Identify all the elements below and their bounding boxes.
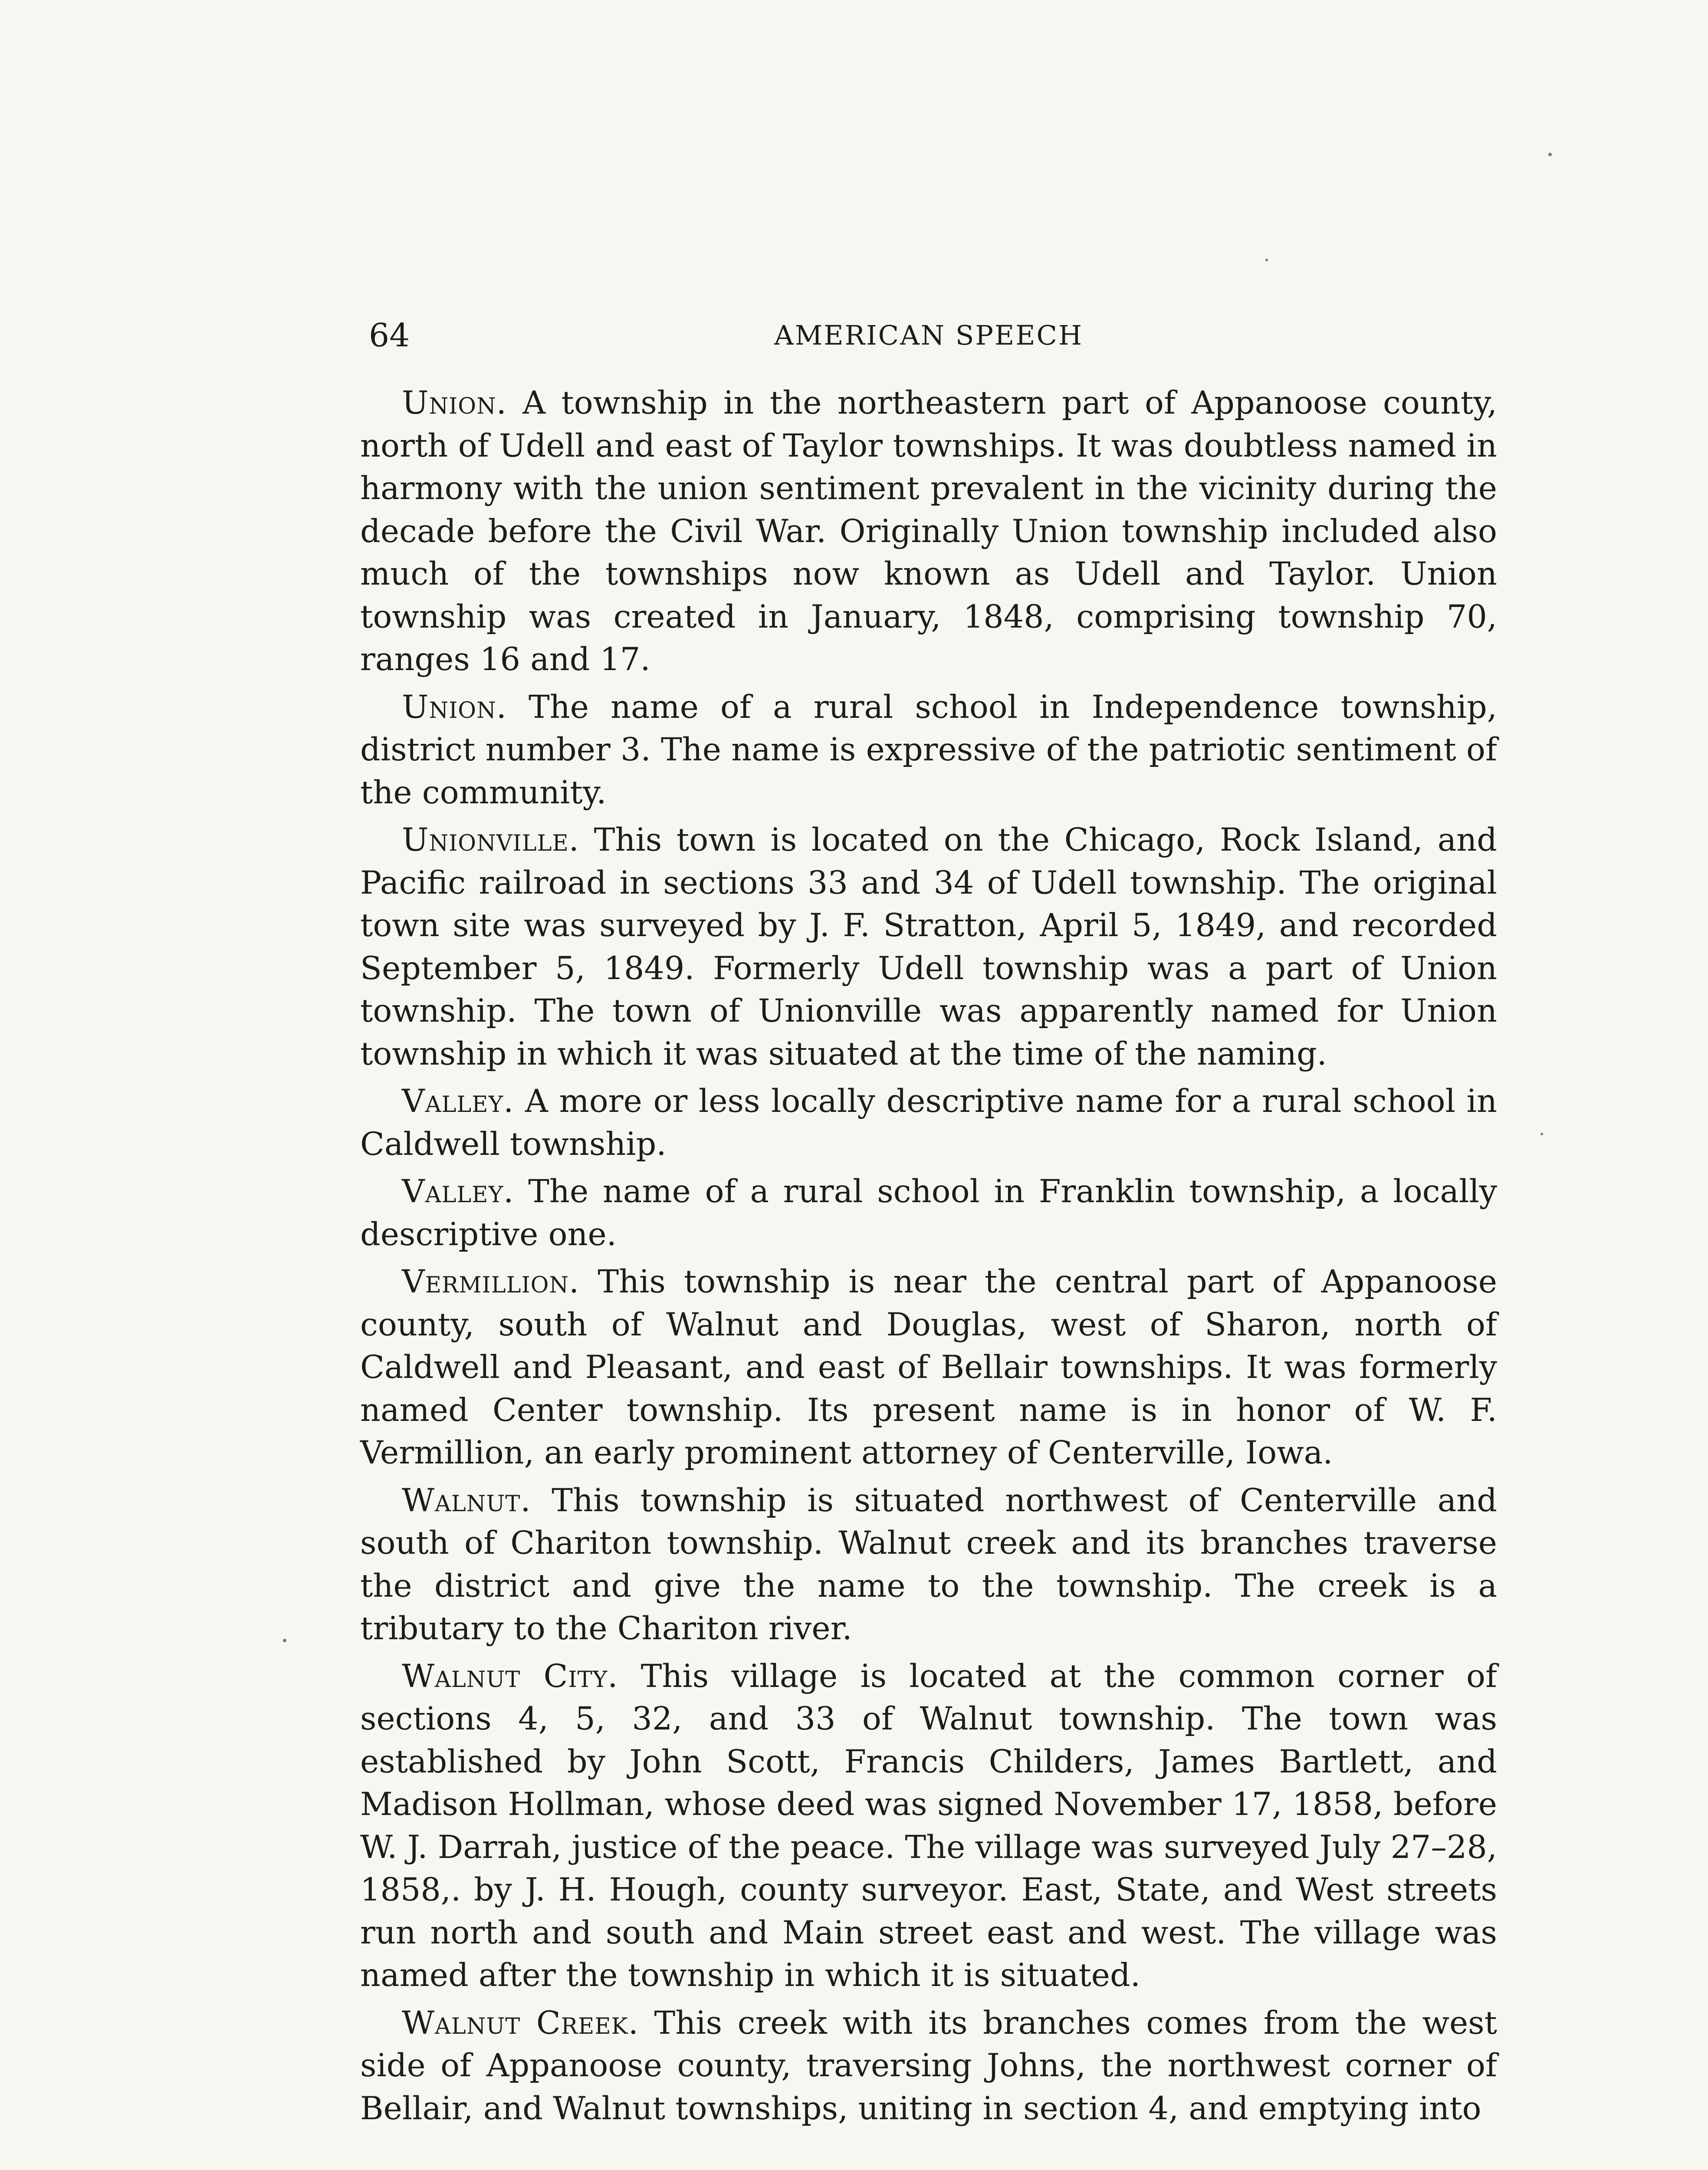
page-header <box>360 312 1497 359</box>
paper-speck <box>1265 259 1268 261</box>
paper-speck <box>1548 153 1552 156</box>
entry-vermillion <box>360 1261 1497 1475</box>
headword: Vermillion. <box>402 1263 580 1300</box>
headword: Walnut. <box>402 1482 531 1519</box>
entry-walnut-creek <box>360 2002 1497 2131</box>
page-number: 64 <box>369 317 410 354</box>
paper-speck <box>1540 1133 1543 1135</box>
entry-text: A more or less locally descriptive name for a rural school in Caldwell township. <box>360 1083 1497 1163</box>
entry-text: This town is located on the Chicago, Rock Island, and Pacific railroad in sections 33 and 34 of Udell township. The original town site was surveyed by J. F. Stratton, April 5, 1849, and recorded September 5, 1849. Formerly Udell township was a part of Union township. The town of Unionville was apparently named for Union township in which it was situated at the time of the naming. <box>360 822 1497 1072</box>
headword: Union. <box>402 385 507 421</box>
text-body <box>360 382 1497 2135</box>
entry-union-township <box>360 382 1497 681</box>
headword: Valley. <box>402 1083 514 1120</box>
headword: Union. <box>402 688 507 726</box>
entry-text: This township is situated northwest of Centerville and south of Chariton township. Walnut creek and its branches traverse the district and give the name to the township. The creek is a tributary to the Chariton river. <box>360 1482 1497 1647</box>
entry-walnut-city <box>360 1655 1497 1997</box>
entry-text: This creek with its branches comes from the west side of Appanoose county, traversing Johns, the northwest corner of Bellair, and Walnut townships, uniting in section 4, and emptying into <box>360 2004 1497 2127</box>
entry-text: This township is near the central part of Appanoose county, south of Walnut and Douglas, west of Sharon, north of Caldwell and Pleasant, and east of Bellair townships. It was formerly named Center township. Its present name is in honor of W. F. Vermillion, an early prominent attorney of Centerville, Iowa. <box>360 1263 1497 1471</box>
paper-speck <box>283 1639 286 1642</box>
entry-valley-franklin <box>360 1170 1497 1256</box>
entry-text: This village is located at the common corner of sections 4, 5, 32, and 33 of Walnut township. The town was established by John Scott, Francis Childers, James Bartlett, and Madison Hollman, whose deed was signed November 17, 1858, before W. J. Darrah, justice of the peace. The village was surveyed July 27–28, 1858,. by J. H. Hough, county surveyor. East, State, and West streets run north and south and Main street east and west. The village was named after the township in which it is situated. <box>360 1657 1497 1994</box>
headword: Walnut City. <box>402 1657 618 1695</box>
entry-walnut <box>360 1480 1497 1651</box>
entry-text: The name of a rural school in Franklin township, a locally descriptive one. <box>360 1173 1497 1253</box>
entry-text: The name of a rural school in Independence township, district number 3. The name is expressive of the patriotic sentiment of the community. <box>360 688 1497 811</box>
headword: Valley. <box>402 1173 514 1210</box>
entry-valley-caldwell <box>360 1080 1497 1166</box>
entry-unionville <box>360 819 1497 1075</box>
entry-text: A township in the northeastern part of Appanoose county, north of Udell and east of Taylor townships. It was doubtless named in harmony with the union sentiment prevalent in the vicinity during the decade before the Civil War. Originally Union township included also much of the townships now known as Udell and Taylor. Union township was created in January, 1848, comprising township 70, ranges 16 and 17. <box>360 385 1497 678</box>
headword: Unionville. <box>402 822 579 858</box>
running-title: AMERICAN SPEECH <box>774 319 1084 351</box>
headword: Walnut Creek. <box>402 2004 639 2042</box>
entry-union-school <box>360 686 1497 815</box>
